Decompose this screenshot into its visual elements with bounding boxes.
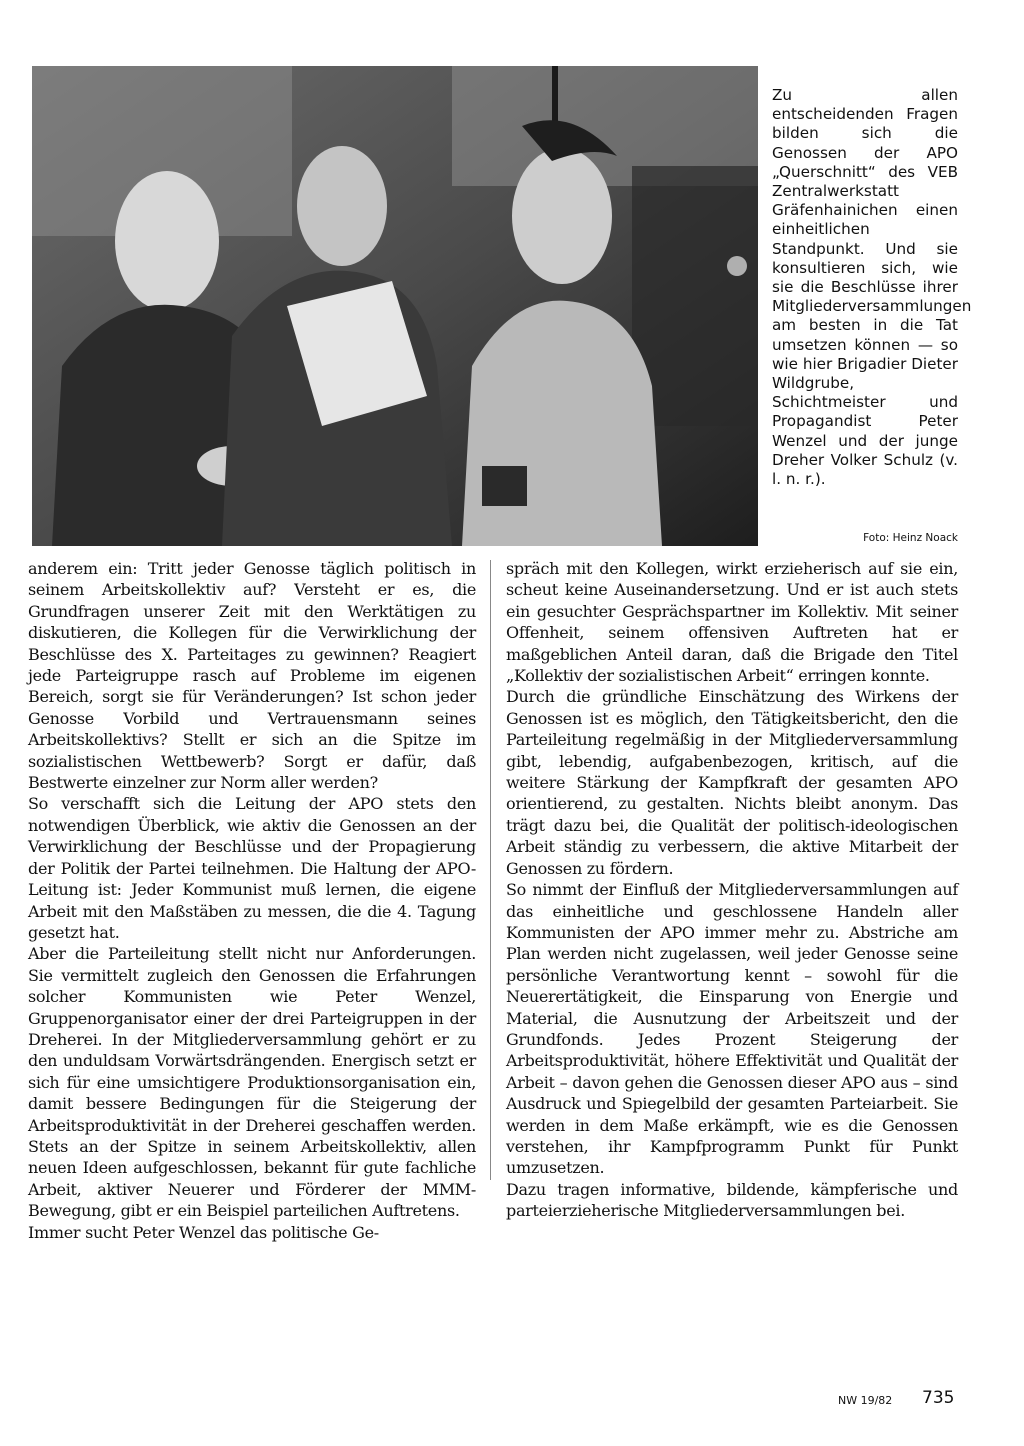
article-photo	[32, 66, 758, 546]
article-paragraph: So verschafft sich die Leitung der APO stets den notwendigen Überblick, wie aktiv die Genossen an der Verwirklichung der Beschlüsse und der Propagierung der Politik der Partei teilnehmen. Die Haltung der APO-Leitung ist: Jeder Kommunist muß lernen, die eigene Arbeit mit den Maßstäben zu messen, die die 4. Tagung gesetzt hat.	[28, 794, 476, 942]
column-divider	[490, 560, 491, 1180]
article-column-left	[28, 558, 476, 1243]
article-paragraph: Durch die gründliche Einschätzung des Wirkens der Genossen ist es möglich, den Tätigkeitsbericht, den die Parteileitung regelmäßig in der Mitgliederversammlung gibt, lebendig, aufgabenbezogen, kritisch, auf die weitere Stärkung der Kampfkraft der gesamten APO orientierend, zu gestalten. Nichts bleibt anonym. Das trägt dazu bei, die Qualität der politisch-ideologischen Arbeit ständig zu verbessern, die aktive Mitarbeit der Genossen zu fördern.	[506, 687, 958, 878]
page-number: 735	[922, 1388, 955, 1408]
article-paragraph: Aber die Parteileitung stellt nicht nur Anforderungen. Sie vermittelt zugleich den Genossen die Erfahrungen solcher Kommunisten wie Peter Wenzel, Gruppenorganisator einer der drei Parteigruppen in der Dreherei. In der Mitgliederversammlung gehört er zu den unduldsam Vorwärtsdrängenden. Energisch setzt er sich für eine umsichtigere Produktionsorganisation ein, damit bessere Bedingungen für die Steigerung der Arbeitsproduktivität in der Dreherei geschaffen werden. Stets an der Spitze in seinem Arbeitskollektiv, allen neuen Ideen aufgeschlossen, bekannt für gute fachliche Arbeit, aktiver Neuerer und Förderer der MMM-Bewegung, gibt er ein Beispiel parteilichen Auftretens.	[28, 944, 476, 1221]
issue-reference: NW 19/82	[838, 1394, 893, 1407]
photo-caption: Zu allen entscheidenden Fragen bilden sich die Genossen der APO „Querschnitt“ des VEB Zentralwerkstatt Gräfenhainichen einen einheitlichen Standpunkt. Und sie konsultieren sich, wie sie die Beschlüsse ihrer Mitgliederversammlungen am besten in die Tat umsetzen können — so wie hier Brigadier Dieter Wildgrube, Schichtmeister und Propagandist Peter Wenzel und der junge Dreher Volker Schulz (v. l. n. r.).	[772, 86, 972, 489]
article-paragraph: Immer sucht Peter Wenzel das politische Ge-	[28, 1222, 379, 1242]
photo-three-men-workshop-icon	[32, 66, 758, 546]
article-paragraph: spräch mit den Kollegen, wirkt erzieherisch auf sie ein, scheut keine Auseinandersetzung. Und er ist auch stets ein gesuchter Gesprächspartner im Kollektiv. Mit seiner Offenheit, seinem offensiven Auftreten hat er maßgeblichen Anteil daran, daß die Brigade den Titel „Kollektiv der sozialistischen Arbeit“ erringen konnte.	[506, 559, 958, 686]
article-paragraph: So nimmt der Einfluß der Mitgliederversammlungen auf das einheitliche und geschlossene Handeln aller Kommunisten der APO immer mehr zu. Abstriche am Plan werden nicht zugelassen, weil jeder Genosse seine persönliche Verantwortung kennt – sowohl für die Neuerertätigkeit, die Einsparung von Energie und Material, die Ausnutzung der Arbeitszeit und der Grundfonds. Jedes Prozent Steigerung der Arbeitsproduktivität, höhere Effektivität und Qualität der Arbeit – davon gehen die Genossen dieser APO aus – sind Ausdruck und Spiegelbild der gesamten Parteiarbeit. Sie werden in dem Maße erkämpft, wie es die Genossen verstehen, ihr Kampfprogramm Punkt für Punkt umzusetzen.	[506, 880, 958, 1178]
article-paragraph: anderem ein: Tritt jeder Genosse täglich politisch in seinem Arbeitskollektiv auf? Versteht er es, die Grundfragen unserer Zeit mit den Werktätigen zu diskutieren, die Kollegen für die Verwirklichung der Beschlüsse des X. Parteitages zu gewinnen? Reagiert jede Parteigruppe rasch auf Probleme im eigenen Bereich, sorgt sie für Veränderungen? Ist schon jeder Genosse Vorbild und Vertrauensmann seines Arbeitskollektivs? Stellt er sich an die Spitze im sozialistischen Wettbewerb? Sorgt er dafür, daß Bestwerte einzelner zur Norm aller werden?	[28, 559, 476, 793]
photo-credit: Foto: Heinz Noack	[863, 532, 958, 544]
article-column-right	[506, 558, 958, 1222]
article-paragraph: Dazu tragen informative, bildende, kämpferische und parteierzieherische Mitgliederversammlungen bei.	[506, 1179, 958, 1221]
